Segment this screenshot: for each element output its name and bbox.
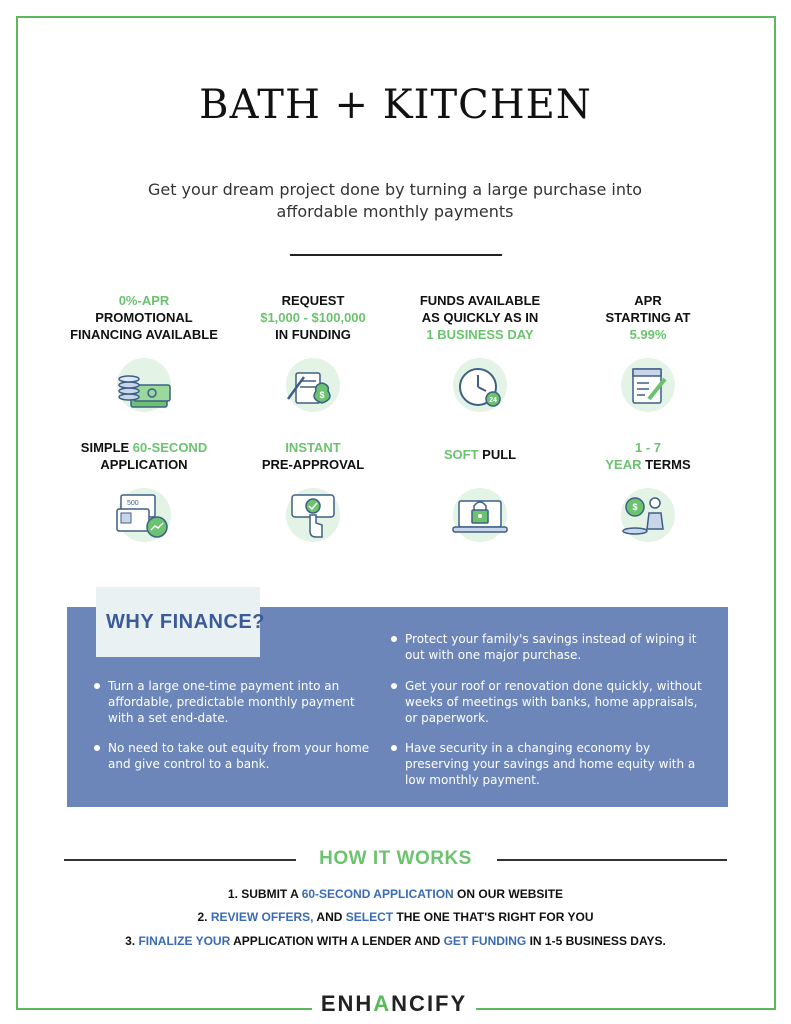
svg-text:$: $ <box>632 502 638 512</box>
why-bullet: No need to take out equity from your home and give control to a bank. <box>108 740 370 772</box>
money-stack-icon <box>109 355 179 415</box>
application-card-icon <box>109 485 179 545</box>
page-subtitle: Get your dream project done by turning a large purchase into affordable monthly payments <box>147 180 643 221</box>
feature-funds-available: FUNDS AVAILABLE AS QUICKLY AS IN 1 BUSINESS DAY 24 <box>400 292 560 415</box>
feature-promotional-financing: 0%-APR PROMOTIONAL FINANCING AVAILABLE <box>64 292 224 415</box>
clock-badge-text: 24 <box>489 397 497 404</box>
title-divider <box>290 254 502 256</box>
feature-request-funding: REQUEST $1,000 - $100,000 IN FUNDING $ <box>233 292 393 415</box>
clock-24-icon <box>445 355 515 415</box>
page-title: BATH + KITCHEN <box>199 82 592 128</box>
how-step-1: 1. SUBMIT A 60-SECOND APPLICATION ON OUR WEBSITE <box>227 887 564 901</box>
why-bullet: Protect your family's savings instead of wiping it out with one major purchase. <box>405 631 715 663</box>
feature-instant-preapproval: INSTANT PRE-APPROVAL <box>233 439 393 545</box>
why-finance-title: WHY FINANCE? <box>106 611 265 633</box>
how-step-3: 3. FINALIZE YOUR APPLICATION WITH A LENDER AND GET FUNDING IN 1-5 BUSINESS DAYS. <box>125 934 666 948</box>
why-bullet: Have security in a changing economy by preserving your savings and home equity with a low monthly payment. <box>405 740 715 788</box>
person-coin-icon <box>613 485 683 545</box>
feature-soft-pull: SOFT PULL <box>400 446 560 545</box>
feature-year-terms: 1 - 7 YEAR TERMS $ <box>568 439 728 545</box>
feature-simple-application: SIMPLE 60-SECOND APPLICATION 500 <box>64 439 224 545</box>
money-bag-document-icon <box>278 355 348 415</box>
why-bullet: Get your roof or renovation done quickly, without weeks of meetings with banks, home appraisals, or paperwork. <box>405 678 710 726</box>
calendar-pencil-icon <box>613 355 683 415</box>
how-it-works-title: HOW IT WORKS <box>319 848 472 869</box>
why-bullet: Turn a large one-time payment into an affordable, predictable monthly payment with a set end-date. <box>108 678 368 726</box>
card-amount-text: 500 <box>127 500 139 507</box>
enhancify-logo: ENHANCIFY <box>320 991 468 1016</box>
laptop-lock-icon <box>445 485 515 545</box>
approval-touch-icon <box>278 485 348 545</box>
svg-text:$: $ <box>319 390 325 400</box>
feature-apr-starting: APR STARTING AT 5.99% <box>568 292 728 415</box>
how-step-2: 2. REVIEW OFFERS, AND SELECT THE ONE THAT'S RIGHT FOR YOU <box>197 910 594 924</box>
